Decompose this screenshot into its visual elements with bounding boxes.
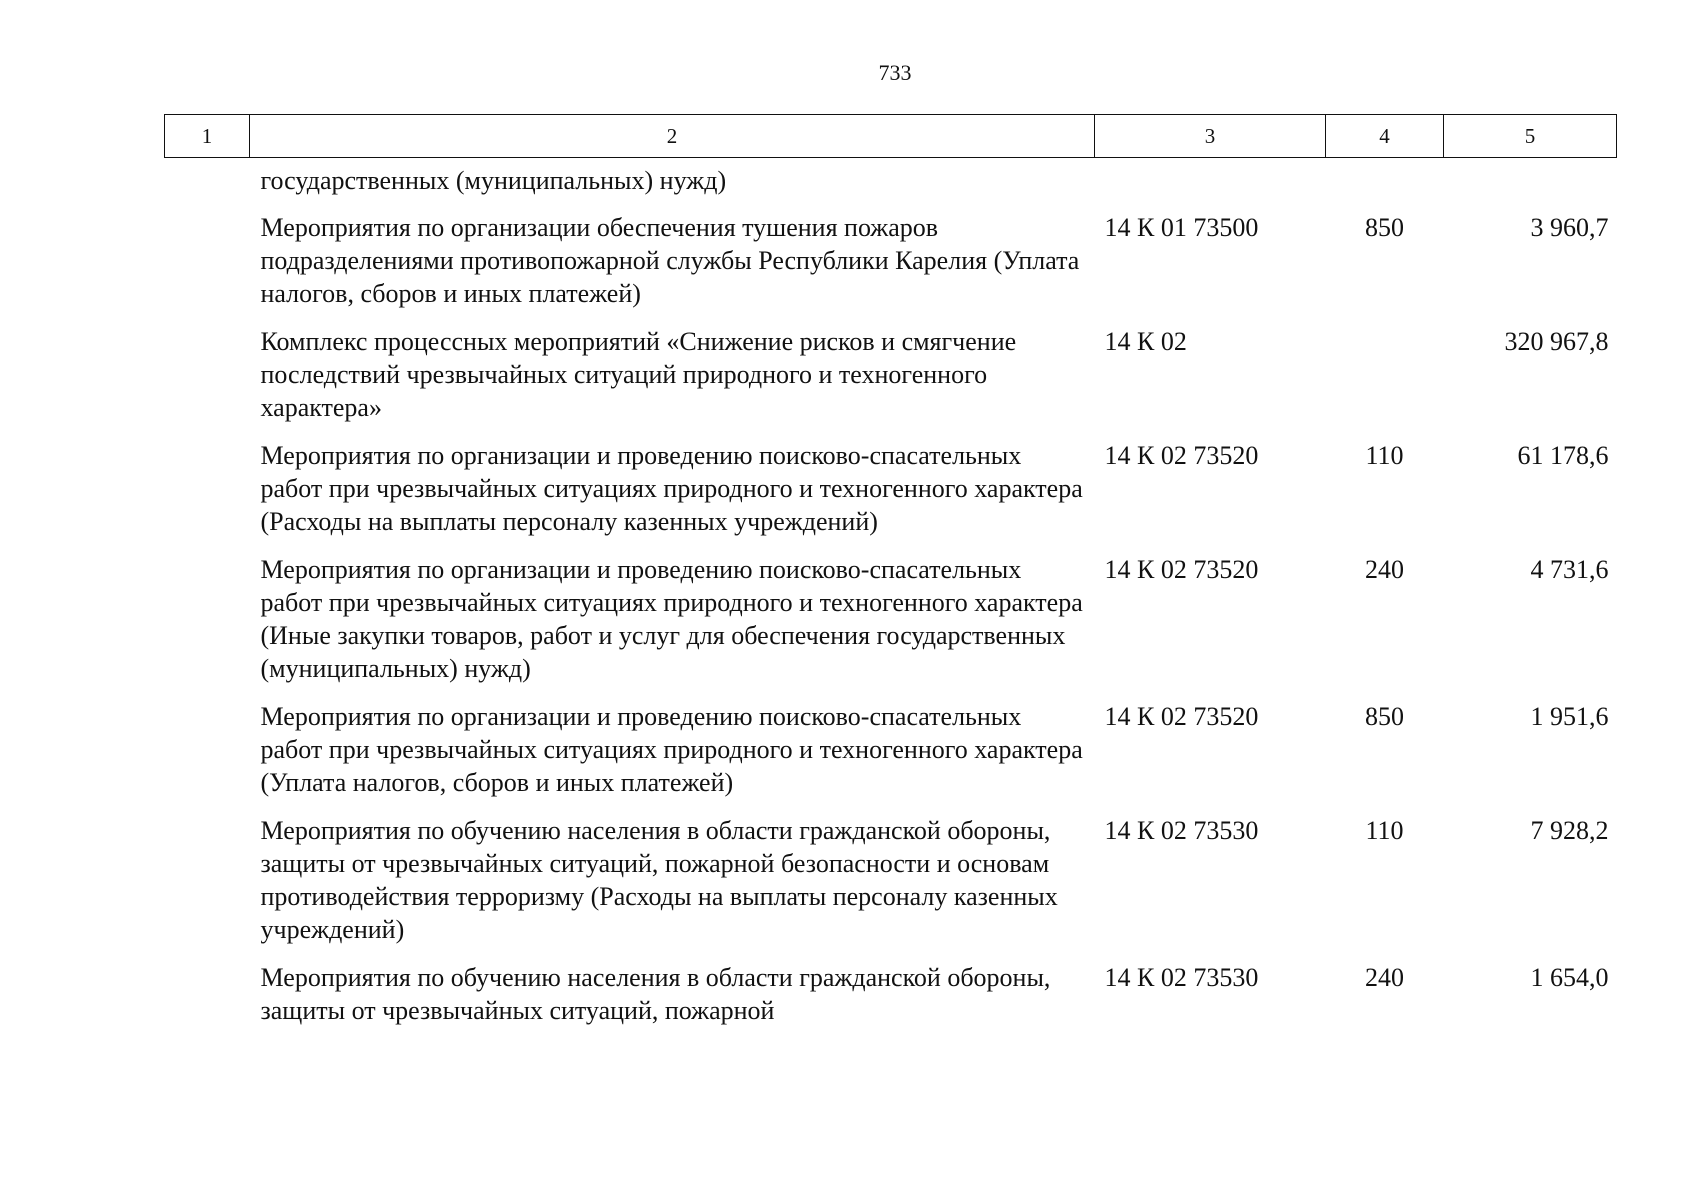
row-amount: 320 967,8	[1504, 327, 1609, 356]
row-code: 14 К 02 73520	[1104, 702, 1259, 731]
row-kind: 110	[1365, 816, 1404, 845]
row-kind: 240	[1365, 963, 1404, 992]
header-col-1: 1	[165, 115, 250, 158]
header-row	[165, 115, 1617, 158]
row-name: Мероприятия по организации и проведению поисково-спасательных работ при чрезвычайных ситуациях природного и техногенного характера (Уплата налогов, сборов и иных платежей)	[260, 702, 1083, 797]
row-amount: 3 960,7	[1530, 213, 1609, 242]
table-row	[165, 439, 1617, 553]
row-amount: 1 654,0	[1530, 963, 1609, 992]
row-code: 14 К 02 73530	[1104, 816, 1259, 845]
table-row	[165, 700, 1617, 814]
row-name: Мероприятия по обучению населения в области гражданской обороны, защиты от чрезвычайных ситуаций, пожарной безопасности и основам противодействия терроризму (Расходы на выплаты персоналу казенных учреждений)	[260, 816, 1058, 944]
row-name: Мероприятия по организации обеспечения тушения пожаров подразделениями противопожарной службы Республики Карелия (Уплата налогов, сборов и иных платежей)	[260, 213, 1080, 308]
row-name: Мероприятия по организации и проведению поисково-спасательных работ при чрезвычайных ситуациях природного и техногенного характера (Иные закупки товаров, работ и услуг для обеспечения государственных (муниципальных) нужд)	[260, 555, 1083, 683]
table-row	[165, 961, 1617, 1042]
row-amount: 1 951,6	[1530, 702, 1609, 731]
table-body	[165, 158, 1617, 1043]
row-amount: 4 731,6	[1530, 555, 1609, 584]
table-row	[165, 158, 1617, 212]
row-amount: 7 928,2	[1530, 816, 1609, 845]
row-amount	[1444, 158, 1617, 212]
budget-table	[164, 114, 1617, 1042]
row-code: 14 К 02 73520	[1104, 555, 1259, 584]
row-kind	[1326, 158, 1444, 212]
table-row	[165, 553, 1617, 700]
table-row	[165, 211, 1617, 325]
row-kind: 850	[1365, 702, 1404, 731]
row-name: Мероприятия по обучению населения в области гражданской обороны, защиты от чрезвычайных ситуаций, пожарной	[260, 963, 1051, 1025]
table-header	[165, 115, 1617, 158]
row-kind: 850	[1365, 213, 1404, 242]
header-col-3: 3	[1095, 115, 1326, 158]
row-code: 14 К 01 73500	[1104, 213, 1259, 242]
page-number: 733	[878, 60, 912, 85]
row-code: 14 К 02 73530	[1104, 963, 1259, 992]
header-col-2: 2	[250, 115, 1095, 158]
row-code	[1095, 158, 1326, 212]
row-kind: 240	[1365, 555, 1404, 584]
row-kind	[1326, 325, 1444, 439]
row-kind: 110	[1365, 441, 1404, 470]
row-code: 14 К 02	[1104, 327, 1187, 356]
header-col-4: 4	[1326, 115, 1444, 158]
table-row	[165, 814, 1617, 961]
row-name: государственных (муниципальных) нужд)	[260, 166, 727, 195]
row-code: 14 К 02 73520	[1104, 441, 1259, 470]
row-name: Мероприятия по организации и проведению поисково-спасательных работ при чрезвычайных ситуациях природного и техногенного характера (Расходы на выплаты персоналу казенных учреждений)	[260, 441, 1083, 536]
header-col-5: 5	[1444, 115, 1617, 158]
table-row	[165, 325, 1617, 439]
row-amount: 61 178,6	[1517, 441, 1609, 470]
row-name: Комплекс процессных мероприятий «Снижение рисков и смягчение последствий чрезвычайных ситуаций природного и техногенного характера»	[260, 327, 1017, 422]
